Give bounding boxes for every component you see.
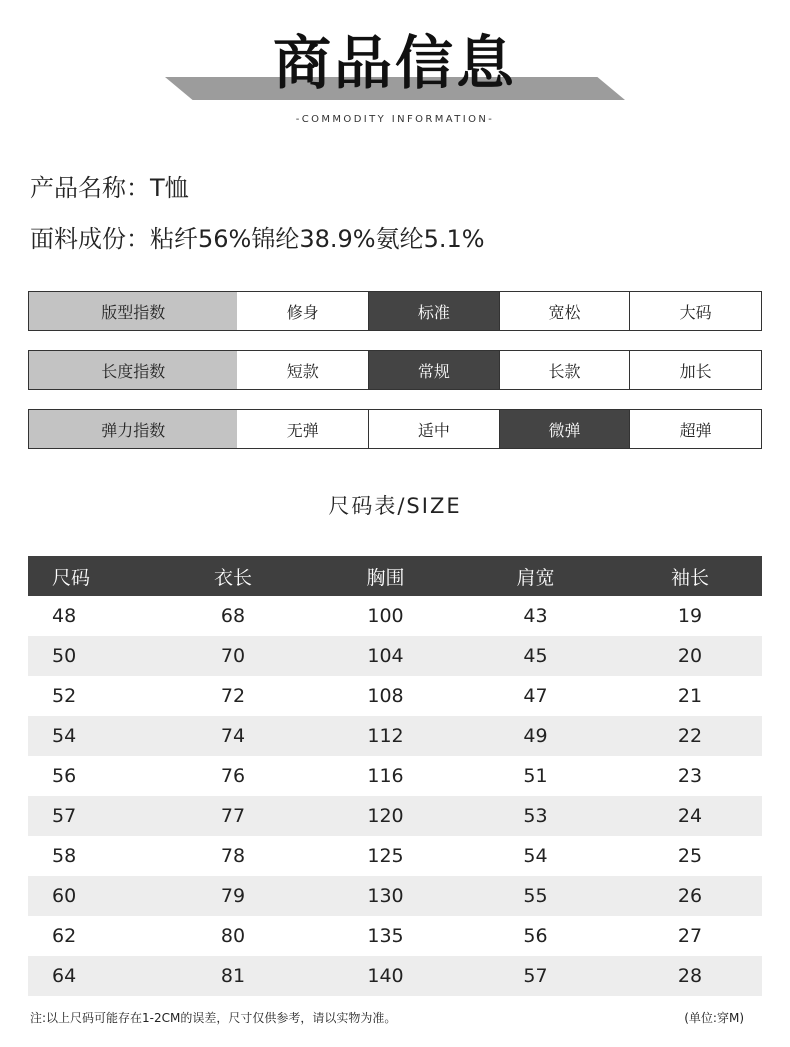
cell-size: 57 xyxy=(52,805,77,827)
cell-length: 74 xyxy=(220,725,246,747)
cell-size: 56 xyxy=(52,765,77,787)
cell-length: 78 xyxy=(220,845,246,867)
cell-chest: 104 xyxy=(367,645,404,667)
size-table xyxy=(28,556,762,996)
cell-length: 80 xyxy=(220,925,246,947)
cell-shoulder: 54 xyxy=(523,845,548,867)
index-label: 弹力指数 xyxy=(29,410,237,448)
index-row xyxy=(28,350,762,390)
index-option: 大码 xyxy=(629,292,761,330)
cell-chest: 125 xyxy=(367,845,404,867)
size-chart-title: 尺码表/SIZE xyxy=(328,494,462,518)
cell-shoulder: 49 xyxy=(523,725,548,747)
index-option: 短款 xyxy=(286,361,319,381)
cell-length: 68 xyxy=(220,605,246,627)
cell-shoulder: 51 xyxy=(523,765,548,787)
index-option: 修身 xyxy=(286,302,319,322)
header-size: 尺码 xyxy=(52,566,91,589)
header-sleeve: 袖长 xyxy=(670,566,709,589)
cell-chest: 100 xyxy=(367,605,404,627)
cell-size: 54 xyxy=(52,725,77,747)
index-option: 适中 xyxy=(368,410,499,448)
product-fabric: 面料成份：粘纤56%锦纶38.9%氨纶5.1% xyxy=(30,225,485,253)
cell-shoulder: 47 xyxy=(523,685,548,707)
index-option: 长款 xyxy=(499,351,630,389)
cell-shoulder: 45 xyxy=(523,645,548,667)
size-table-header xyxy=(28,556,762,596)
table-row xyxy=(28,836,762,876)
cell-length: 76 xyxy=(220,765,246,787)
table-row xyxy=(28,676,762,716)
cell-sleeve: 20 xyxy=(677,645,703,667)
table-row xyxy=(28,956,762,996)
cell-chest: 130 xyxy=(367,885,404,907)
page-subtitle: -COMMODITY INFORMATION- xyxy=(295,114,495,125)
page-title: 商品信息 xyxy=(272,29,517,97)
table-row xyxy=(28,716,762,756)
cell-size: 60 xyxy=(52,885,77,907)
cell-chest: 135 xyxy=(367,925,404,947)
table-row xyxy=(28,636,762,676)
header-length: 衣长 xyxy=(213,566,252,589)
cell-sleeve: 26 xyxy=(677,885,703,907)
index-option-selected: 微弹 xyxy=(499,410,630,448)
index-label: 长度指数 xyxy=(29,351,237,389)
cell-length: 72 xyxy=(220,685,246,707)
cell-sleeve: 24 xyxy=(677,805,703,827)
cell-shoulder: 56 xyxy=(523,925,548,947)
table-row xyxy=(28,876,762,916)
cell-size: 64 xyxy=(52,965,77,987)
index-row xyxy=(28,409,762,449)
cell-length: 81 xyxy=(220,965,246,987)
cell-chest: 120 xyxy=(367,805,404,827)
cell-chest: 112 xyxy=(367,725,404,747)
cell-size: 50 xyxy=(52,645,77,667)
cell-size: 48 xyxy=(52,605,77,627)
index-option-selected: 常规 xyxy=(368,351,499,389)
table-row xyxy=(28,756,762,796)
cell-sleeve: 25 xyxy=(677,845,703,867)
index-option-selected: 标准 xyxy=(368,292,499,330)
table-row xyxy=(28,796,762,836)
cell-sleeve: 28 xyxy=(677,965,703,987)
cell-length: 77 xyxy=(220,805,246,827)
cell-chest: 116 xyxy=(367,765,404,787)
cell-length: 70 xyxy=(220,645,246,667)
cell-sleeve: 19 xyxy=(677,605,703,627)
header-shoulder: 肩宽 xyxy=(516,566,555,589)
table-row xyxy=(28,596,762,636)
cell-chest: 108 xyxy=(367,685,404,707)
index-row xyxy=(28,291,762,331)
cell-shoulder: 55 xyxy=(523,885,548,907)
index-option: 加长 xyxy=(629,351,761,389)
cell-shoulder: 43 xyxy=(523,605,548,627)
cell-sleeve: 23 xyxy=(677,765,703,787)
cell-sleeve: 21 xyxy=(677,685,703,707)
cell-chest: 140 xyxy=(367,965,404,987)
index-option: 超弹 xyxy=(629,410,761,448)
cell-sleeve: 27 xyxy=(677,925,703,947)
table-row xyxy=(28,916,762,956)
footer-unit: (单位:穿M) xyxy=(684,1011,744,1025)
index-option: 宽松 xyxy=(499,292,630,330)
cell-shoulder: 57 xyxy=(523,965,548,987)
cell-size: 52 xyxy=(52,685,77,707)
cell-size: 58 xyxy=(52,845,77,867)
cell-sleeve: 22 xyxy=(677,725,703,747)
header-chest: 胸围 xyxy=(366,566,405,589)
cell-size: 62 xyxy=(52,925,77,947)
index-label: 版型指数 xyxy=(29,292,237,330)
product-name: 产品名称：T恤 xyxy=(30,174,189,202)
index-option: 无弹 xyxy=(286,420,319,440)
footer-note: 注:以上尺码可能存在1-2CM的误差，尺寸仅供参考，请以实物为准。 xyxy=(30,1011,397,1025)
cell-shoulder: 53 xyxy=(523,805,548,827)
cell-length: 79 xyxy=(220,885,246,907)
